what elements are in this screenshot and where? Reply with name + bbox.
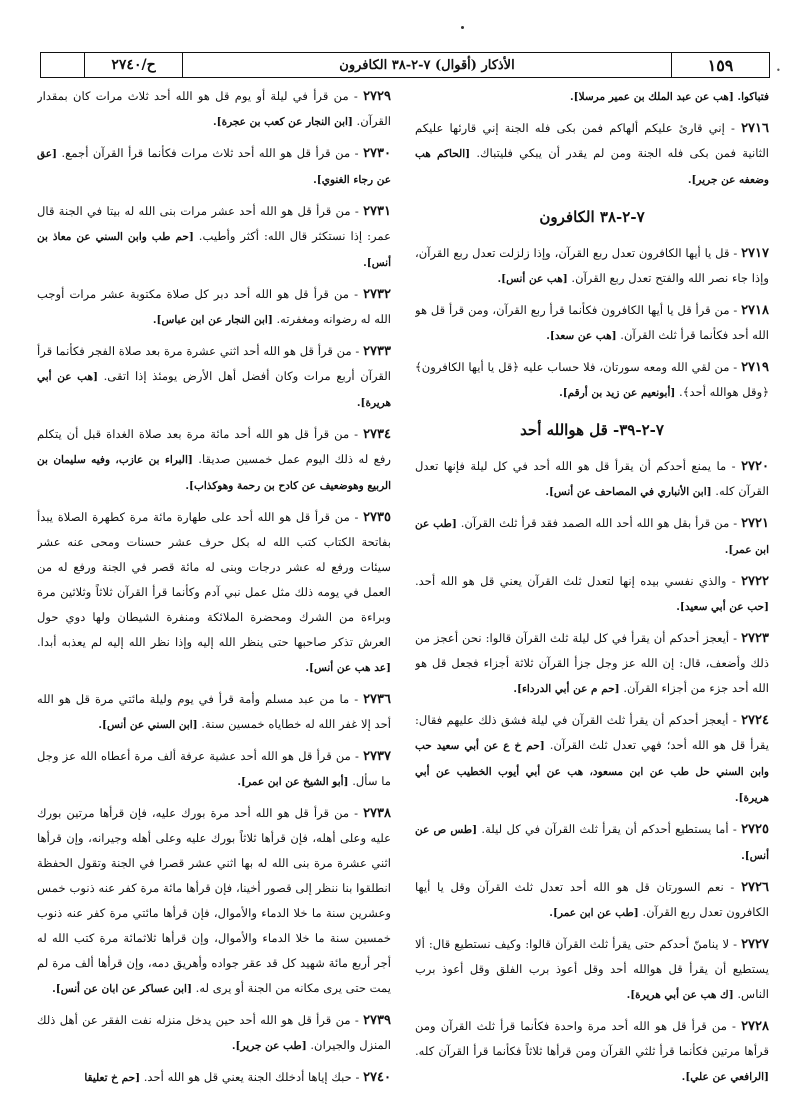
hadith-range: ح/٢٧٤٠ <box>84 53 182 77</box>
hadith-entry <box>37 282 391 333</box>
hadith-text: - لا ينامنّ أحدكم حتى يقرأ ثلث القرآن قالوا: وكيف نستطيع قال: ألا يستطيع أن يقرأ قل هوالله أحد وقل أعوذ برب الفلق وقل أعوذ برب الناس. <box>415 937 769 1001</box>
hadith-number: ٢٧٣٢ <box>363 287 391 302</box>
hadith-entry <box>37 339 391 416</box>
hadith-number: ٢٧٢٨ <box>741 1019 769 1034</box>
hadith-entry <box>415 626 769 702</box>
hadith-entry <box>415 817 769 869</box>
hadith-text: - والذي نفسي بيده إنها لتعدل ثلث القرآن يعني قل هو الله أحد. <box>415 574 742 588</box>
hadith-entry <box>415 875 769 926</box>
hadith-number: ٢٧٢٠ <box>741 459 769 474</box>
hadith-source: [هب عن سعد]. <box>546 330 617 342</box>
hadith-entry <box>37 687 391 738</box>
hadith-number: ٢٧٣٦ <box>363 692 391 707</box>
hadith-text: - من قرأ قل هو الله أحد على طهارة مائة مرة كطهرة الصلاة يبدأ بفاتحة الكتاب كتب الله له بكل حرف عشر حسنات ومحى عنه عشر سيئات ورفع له عشر درجات وبنى له مائة قصر في الجنة ورفع له من العمل في يومه ذلك مثل عمل نبي آدم وكأنما قرأ القرآن ثلاثاً وثلاثين مرة وبراءة من الشرك ومحضرة الملائكة ومنفرة الشيطان ولها دوي حول العرش تذكر صاحبها حتى ينظر الله إليه وإذا نظر الله إليه لم يعذبه أبدا. <box>37 510 391 649</box>
hadith-entry <box>415 454 769 505</box>
hadith-source: [طب عن ابن عمر]. <box>415 518 769 556</box>
hadith-number: ٢٧٣٠ <box>363 146 391 161</box>
hadith-entry <box>415 298 769 349</box>
hadith-text: - أما يستطيع أحدكم أن يقرأ ثلث القرآن في كل ليلة. <box>477 822 742 836</box>
hadith-entry <box>37 141 391 193</box>
hadith-number: ٢٧٤٠ <box>363 1070 391 1085</box>
hadith-number: ٢٧٢٢ <box>741 574 769 589</box>
page-number: ١٥٩ <box>671 53 769 77</box>
hadith-source: [ابن السني عن أنس]. <box>98 719 198 731</box>
hadith-entry <box>415 708 769 811</box>
left-column <box>37 84 391 1094</box>
hadith-source: [هب عن أنس]. <box>497 273 568 285</box>
hadith-text: - من لقي الله ومعه سورتان، فلا حساب عليه ﴿قل يا أيها الكافرون﴾ ﴿وقل هوالله أحد﴾. <box>415 360 769 399</box>
hadith-text: - من قرأ قل هو الله أحد ثلاث مرات فكأنما قرأ القرآن أجمع. <box>57 146 364 160</box>
section-title-39: ٧-٢-٣٩- قل هوالله أحد <box>520 421 664 439</box>
hadith-source: [حم م عن أبي الدرداء]. <box>513 683 620 695</box>
hadith-number: ٢٧٣٨ <box>363 806 391 821</box>
hadith-source: [عد هب عن أنس]. <box>305 662 391 674</box>
hadith-source: [أبو الشيخ عن ابن عمر]. <box>237 776 349 788</box>
hadith-entry <box>415 1014 769 1090</box>
hadith-source: [طس ص عن أنس]. <box>415 824 769 862</box>
hadith-entry <box>37 199 391 276</box>
hadith-source: [حم خ ع عن أبي سعيد حب وابن السني حل طب عن ابن مسعود، هب عن أبي أيوب الخطيب عن أبي هريرة]. <box>415 740 769 804</box>
hadith-entry <box>37 422 391 499</box>
intro-text: فتباكوا. [هب عن عبد الملك بن عمير مرسلا]. <box>570 91 769 103</box>
hadith-source: [ابن عساكر عن ابان عن أنس]. <box>52 983 192 995</box>
hadith-text: - من قرأ قل هو الله أحد عشر مرات بنى الله له بيتا في الجنة قال عمر: إذا نستكثر قال الله: أكثر وأطيب. <box>37 204 391 243</box>
hadith-number: ٢٧٢٦ <box>741 880 769 895</box>
hadith-entry <box>37 84 391 135</box>
hadith-text: - من قرأ في ليلة أو يوم قل هو الله أحد ثلاث مرات كان بمقدار القرآن. <box>37 89 391 128</box>
hadith-text: - أيعجز أحدكم أن يقرأ في كل ليلة ثلث القرآن قالوا: نحن أعجز من ذلك وأضعف، قال: إن الله عز وجل جزأ القرآن ثلاثة أجزاء فجعل قل هو الله أحد جزء من أجزاء القرآن. <box>415 631 769 695</box>
hadith-number: ٢٧٢٩ <box>363 89 391 104</box>
hadith-text: - من قرأ قل هو الله أحد مرة واحدة فكأنما قرأ ثلث القرآن ومن قرأها مرتين فكأنما قرأ ثلثي القرآن ومن قرأها ثلاثاً فكأنما قرأ القرآن كله. <box>415 1019 769 1058</box>
hadith-source: [الحاكم هب وضعفه عن جرير]. <box>415 148 769 186</box>
section-title-38: ٧-٢-٣٨ الكافرون <box>539 208 645 226</box>
hadith-number: ٢٧١٦ <box>741 121 769 136</box>
hadith-source: [طب عن جرير]. <box>231 1040 307 1052</box>
hadith-text: - من قرأ قل هو الله أحد دبر كل صلاة مكتوبة عشر مرات أوجب الله له رضوانه ومغفرته. <box>37 287 391 326</box>
header-blank-cell <box>41 53 84 77</box>
hadith-entry <box>415 511 769 563</box>
hadith-text: - قل يا أيها الكافرون تعدل ربع القرآن، وإذا زلزلت تعدل ربع القرآن، وإذا جاء نصر الله والفتح تعدل ربع القرآن. <box>415 246 769 285</box>
hadith-number: ٢٧٣٤ <box>363 427 391 442</box>
hadith-source: [ك هب عن أبي هريرة]. <box>626 989 734 1001</box>
hadith-source: [عق عن رجاء الغنوي]. <box>37 148 391 186</box>
hadith-text: - من قرأ قل هو الله أحد مرة بورك عليه، فإن قرأها مرتين بورك عليه وعلى أهله، فإن قرأها ثلاثاً بورك عليه وعلى أهله وجيرانه، وإن قرأها اثني عشرة مرة بنى الله له بها اثني عشر قصرا في الجنة وتقول الحفظة انطلقوا بنا ننظر إلى قصور أخينا، فإن قرأها مائة مرة كفر عنه ذنوب خمس وعشرين سنة ما خلا الدماء والأموال، فإن قرأها مائتي مرة كفر عنه ذنوب خمسين سنة ما خلا الدماء والأموال، وإن قرأها ثلاثمائة مرة كتب الله له أجر أربع مائة شهيد كل قد عقر جواده وأهريق دمه، وإن قرأها ألف مرة لم يمت حتى يرى مكانه من الجنة أو يرى له. <box>37 806 391 995</box>
hadith-text: - أيعجز أحدكم أن يقرأ ثلث القرآن في ليلة فشق ذلك عليهم فقال: يقرأ قل هو الله أحد؛ فهي تعدل ثلث القرآن. <box>415 713 769 752</box>
hadith-source: [ابن الأنباري في المصاحف عن أنس]. <box>545 486 712 498</box>
hadith-number: ٢٧٢٤ <box>741 713 769 728</box>
hadith-text: - إني قارئ عليكم ألهاكم فمن بكى فله الجنة إني قارئها عليكم الثانية فمن بكى فله الجنة ومن لم يقدر أن يبكي فليتباك. <box>415 121 769 160</box>
page-dot <box>461 26 464 29</box>
hadith-text: - من قرأ قل هو الله أحد مائة مرة بعد صلاة الغداة قبل أن يتكلم رفع له ذلك اليوم عمل خمسين صديقا. <box>37 427 391 466</box>
hadith-text: - حبك إياها أدخلك الجنة يعني قل هو الله أحد. <box>140 1070 364 1084</box>
hadith-source: [أبونعيم عن زيد بن أرقم]. <box>559 387 676 399</box>
hadith-entry <box>37 744 391 795</box>
hadith-entry <box>37 505 391 681</box>
hadith-source: [الرافعي عن علي]. <box>681 1071 769 1083</box>
hadith-source: [حم طب وابن السني عن معاذ بن أنس]. <box>37 231 391 269</box>
hadith-text: - من قرأ قل هو الله أحد حين يدخل منزله نفت الفقر عن أهل ذلك المنزل والجيران. <box>37 1013 391 1052</box>
hadith-source: [البراء بن عازب، وفيه سليمان بن الربيع وهوضعيف عن كادح بن رحمة وهوكذاب]. <box>37 454 391 492</box>
hadith-entry <box>37 1008 391 1059</box>
hadith-source: [حم خ تعليقا <box>84 1072 141 1084</box>
hadith-text: - من قرأ قل هو الله أحد عشية عرفة ألف مرة أعطاه الله عز وجل ما سأل. <box>37 749 391 788</box>
hadith-number: ٢٧٣١ <box>363 204 391 219</box>
hadith-text: - من قرأ قل يا أيها الكافرون فكأنما قرأ ربع القرآن، ومن قرأ قل هو الله أحد فكأنما قرأ ثلث القرآن. <box>415 303 769 342</box>
hadith-number: ٢٧٣٧ <box>363 749 391 764</box>
right-column <box>415 84 769 1094</box>
hadith-source: [هب عن أبي هريرة]. <box>37 371 391 409</box>
hadith-entry <box>37 801 391 1002</box>
hadith-number: ٢٧١٧ <box>741 246 769 261</box>
hadith-text: - نعم السورتان قل هو الله أحد تعدل ثلث القرآن وقل يا أيها الكافرون تعدل ربع القرآن. <box>415 880 769 919</box>
hadith-number: ٢٧٣٣ <box>363 344 391 359</box>
hadith-source: [طب عن ابن عمر]. <box>549 907 639 919</box>
hadith-number: ٢٧١٨ <box>741 303 769 318</box>
hadith-number: ٢٧٢٧ <box>741 937 769 952</box>
hadith-text: - ما من عبد مسلم وأمة قرأ في يوم وليلة مائتي مرة قل هو الله أحد إلا غفر الله له خطاياه خمسين سنة. <box>37 692 391 731</box>
hadith-number: ٢٧٣٥ <box>363 510 391 525</box>
hadith-source: [ابن النجار عن كعب بن عجرة]. <box>212 116 353 128</box>
hadith-entry <box>415 355 769 406</box>
hadith-entry <box>415 569 769 620</box>
hadith-source: [ابن النجار عن ابن عباس]. <box>152 314 273 326</box>
running-title: الأذكار (أقوال) ٧-٢-٣٨ الكافرون <box>182 53 671 77</box>
hadith-source: [حب عن أبي سعيد]. <box>676 601 769 613</box>
page-header <box>40 52 770 78</box>
hadith-entry <box>415 932 769 1008</box>
hadith-entry <box>415 116 769 193</box>
hadith-number: ٢٧٢٥ <box>741 822 769 837</box>
hadith-entry <box>415 241 769 292</box>
hadith-text: - من قرأ بقل هو الله أحد الله الصمد فقد قرأ ثلث القرآن. <box>456 516 742 530</box>
hadith-number: ٢٧٣٩ <box>363 1013 391 1028</box>
hadith-number: ٢٧١٩ <box>741 360 769 375</box>
margin-mark: • <box>776 66 781 75</box>
hadith-entry <box>37 1065 391 1091</box>
hadith-text: - ما يمنع أحدكم أن يقرأ قل هو الله أحد في كل ليلة فإنها تعدل القرآن كله. <box>415 459 769 498</box>
hadith-number: ٢٧٢٣ <box>741 631 769 646</box>
intro-line <box>415 84 769 110</box>
hadith-number: ٢٧٢١ <box>741 516 769 531</box>
hadith-text: - من قرأ قل هو الله أحد اثني عشرة مرة بعد صلاة الفجر فكأنما قرأ القرآن أربع مرات وكان أفضل أهل الأرض يومئذ إذا اتقى. <box>37 344 391 383</box>
